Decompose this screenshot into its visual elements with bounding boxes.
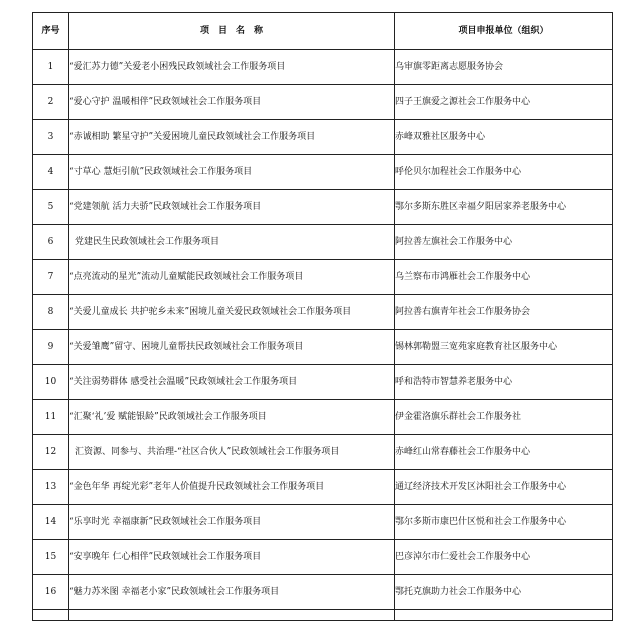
- row-applicant-unit: 锡林郭勒盟三宽苑家庭教育社区服务中心: [395, 330, 613, 365]
- row-seq: 6: [33, 225, 69, 260]
- table-row: [33, 330, 613, 365]
- row-seq: 1: [33, 50, 69, 85]
- row-project-name: 汇资源、同参与、共治理-“社区合伙人”民政领域社会工作服务项目: [69, 435, 395, 470]
- row-applicant-unit: 呼和浩特市智慧养老服务中心: [395, 365, 613, 400]
- row-applicant-unit: 伊金霍洛旗乐群社会工作服务社: [395, 400, 613, 435]
- table-header-row: [33, 13, 613, 50]
- row-project-name: “赤诚相助 繁星守护”关爱困境儿童民政领域社会工作服务项目: [69, 120, 395, 155]
- header-name: 项 目 名 称: [69, 13, 395, 50]
- row-seq: 12: [33, 435, 69, 470]
- row-seq: 4: [33, 155, 69, 190]
- table-row: [33, 190, 613, 225]
- row-seq: 9: [33, 330, 69, 365]
- project-table: [32, 12, 613, 621]
- row-applicant-unit: 赤峰红山常春藤社会工作服务中心: [395, 435, 613, 470]
- table-row: [33, 295, 613, 330]
- row-applicant-unit: 鄂尔多斯市康巴什区悦和社会工作服务中心: [395, 505, 613, 540]
- row-seq: 8: [33, 295, 69, 330]
- row-project-name: “党建领航 活力夫骄”民政领域社会工作服务项目: [69, 190, 395, 225]
- table-row: [33, 435, 613, 470]
- row-applicant-unit: 赤峰双雅社区服务中心: [395, 120, 613, 155]
- row-applicant-unit: 乌审旗零距离志愿服务协会: [395, 50, 613, 85]
- header-seq: 序号: [33, 13, 69, 50]
- row-seq-empty: [33, 610, 69, 621]
- row-project-name: “点亮流动的星光”流动儿童赋能民政领域社会工作服务项目: [69, 260, 395, 295]
- row-seq: 14: [33, 505, 69, 540]
- row-applicant-unit: 四子王旗爱之源社会工作服务中心: [395, 85, 613, 120]
- row-applicant-unit: 阿拉善左旗社会工作服务中心: [395, 225, 613, 260]
- row-applicant-unit: 阿拉善右旗青年社会工作服务协会: [395, 295, 613, 330]
- row-project-name: “魅力苏米图 幸福老小家”民政领域社会工作服务项目: [69, 575, 395, 610]
- table-row: [33, 575, 613, 610]
- row-seq: 2: [33, 85, 69, 120]
- row-project-name: “金色年华 再绽光彩”老年人价值提升民政领域社会工作服务项目: [69, 470, 395, 505]
- row-project-name: “汇聚‘礼’爱 赋能银龄”民政领域社会工作服务项目: [69, 400, 395, 435]
- table-row: [33, 470, 613, 505]
- row-project-name: “寸草心 慧炬引航”民政领域社会工作服务项目: [69, 155, 395, 190]
- table-row: [33, 540, 613, 575]
- row-seq: 10: [33, 365, 69, 400]
- row-applicant-unit: 呼伦贝尔加程社会工作服务中心: [395, 155, 613, 190]
- header-unit: 项目申报单位（组织）: [395, 13, 613, 50]
- row-project-name: 党建民生民政领域社会工作服务项目: [69, 225, 395, 260]
- table-row: [33, 260, 613, 295]
- table-row: [33, 225, 613, 260]
- table-row: [33, 155, 613, 190]
- row-applicant-unit: 鄂托克旗助力社会工作服务中心: [395, 575, 613, 610]
- row-seq: 5: [33, 190, 69, 225]
- row-applicant-unit: 乌兰察布市鸿雁社会工作服务中心: [395, 260, 613, 295]
- row-project-name: “爱心守护 温暖相伴”民政领域社会工作服务项目: [69, 85, 395, 120]
- row-seq: 7: [33, 260, 69, 295]
- row-seq: 11: [33, 400, 69, 435]
- table-row-partial: [33, 610, 613, 621]
- row-applicant-unit: 鄂尔多斯东胜区幸福夕阳居家养老服务中心: [395, 190, 613, 225]
- row-applicant-unit: 通辽经济技术开发区沐阳社会工作服务中心: [395, 470, 613, 505]
- row-applicant-unit: 巴彦淖尔市仁爱社会工作服务中心: [395, 540, 613, 575]
- table-row: [33, 505, 613, 540]
- row-project-name: “关爱雏鹰”留守、困境儿童帮扶民政领域社会工作服务项目: [69, 330, 395, 365]
- row-project-name: “关爱儿童成长 共护驼乡未来”困境儿童关爱民政领域社会工作服务项目: [69, 295, 395, 330]
- row-seq: 16: [33, 575, 69, 610]
- row-project-name: “爱汇苏力德”关爱老小困残民政领域社会工作服务项目: [69, 50, 395, 85]
- row-seq: 13: [33, 470, 69, 505]
- row-applicant-unit-empty: [395, 610, 613, 621]
- row-seq: 15: [33, 540, 69, 575]
- table-row: [33, 365, 613, 400]
- row-project-name-empty: [69, 610, 395, 621]
- table-row: [33, 85, 613, 120]
- table-row: [33, 50, 613, 85]
- row-seq: 3: [33, 120, 69, 155]
- table-row: [33, 400, 613, 435]
- row-project-name: “乐享时光 幸福康新”民政领域社会工作服务项目: [69, 505, 395, 540]
- row-project-name: “安享晚年 仁心相伴”民政领域社会工作服务项目: [69, 540, 395, 575]
- row-project-name: “关注弱势群体 感受社会温暖”民政领域社会工作服务项目: [69, 365, 395, 400]
- table-row: [33, 120, 613, 155]
